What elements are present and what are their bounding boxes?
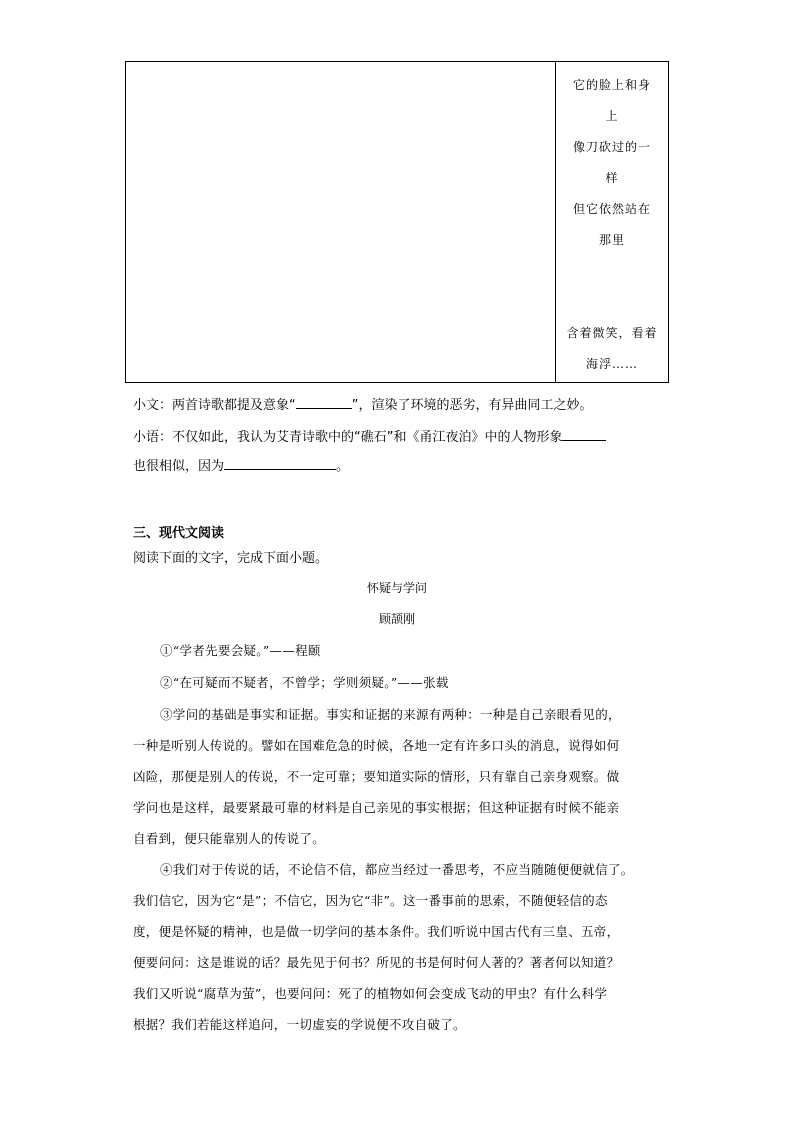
poem-line: 但它依然站在 [572,202,651,216]
dialogue-text: 也很相似，因为 [133,459,225,474]
dialogue-text: 小语：不仅如此，我认为艾青诗歌中的“礁石”和《甬江夜泊》中的人物形象 [133,430,563,445]
poem-line: 上 [605,109,619,123]
poem-table-left-cell [126,62,556,382]
article-quote-2: ②“在可疑而不疑者，不曾学；学则须疑。”——张载 [160,675,449,690]
article-paragraph-line: 根据？我们若能这样追问，一切虚妄的学说便不攻自破了。 [133,1017,466,1032]
article-quote-1: ①“学者先要会疑。”——程颐 [160,643,321,658]
answer-blank[interactable] [296,396,352,409]
article-paragraph-line: ③学问的基础是事实和证据。事实和证据的来源有两种：一种是自己亲眼看见的， [160,707,621,722]
dialogue-xiaoyu-1 [133,426,606,445]
section-heading: 三、现代文阅读 [133,526,225,541]
article-paragraph-line: 学问也是这样，最要紧最可靠的材料是自己亲见的事实根据；但这种证据有时候不能亲 [133,800,620,815]
poem-line: 含着微笑，看着 [566,326,658,340]
poem-line: 样 [605,171,619,185]
article-paragraph-line: 我们又听说“腐草为萤”，也要问问：死了的植物如何会变成飞动的甲虫？有什么科学 [133,986,608,1001]
article-paragraph-line: 自看到，便只能靠别人的传说了。 [133,831,326,846]
dialogue-text: ”，渲染了环境的恶劣，有异曲同工之妙。 [351,398,593,413]
poem-line: 它的脸上和身 [572,78,651,92]
article-paragraph-line: ④我们对于传说的话，不论信不信，都应当经过一番思考，不应当随随便便就信了。 [160,862,634,877]
article-paragraph-line: 度，便是怀疑的精神，也是做一切学问的基本条件。我们听说中国古代有三皇、五帝， [133,924,620,939]
dialogue-text: 。 [336,459,350,474]
poem-line: 海浮…… [585,357,638,371]
answer-blank[interactable] [224,457,336,470]
article-paragraph-line: 凶险，那便是别人的传说，不一定可靠；要知道实际的情形，只有靠自己亲身观察。做 [133,769,620,784]
article-paragraph-line: 便要问问：这是谁说的话？最先见于何书？所见的书是何时何人著的？著者何以知道？ [133,955,620,970]
dialogue-text: 小文：两首诗歌都提及意象“ [133,398,296,413]
article-title: 怀疑与学问 [366,581,427,595]
answer-blank[interactable] [562,428,606,441]
dialogue-xiaoyu-2 [133,455,349,474]
poem-line: 像刀砍过的一 [572,140,651,154]
poem-line: 那里 [598,233,625,247]
section-instruction: 阅读下面的文字，完成下面小题。 [133,551,329,566]
poem-table [125,61,669,383]
article-author: 顾颉刚 [378,612,415,626]
poem-table-right-cell [556,62,668,382]
article-paragraph-line: 我们信它，因为它“是”；不信它，因为它“非”。这一番事前的思索，不随便轻信的态 [133,893,608,908]
article-paragraph-line: 一种是听别人传说的。譬如在国难危急的时候，各地一定有许多口头的消息，说得如何 [133,738,620,753]
dialogue-xiaowen [133,394,593,413]
